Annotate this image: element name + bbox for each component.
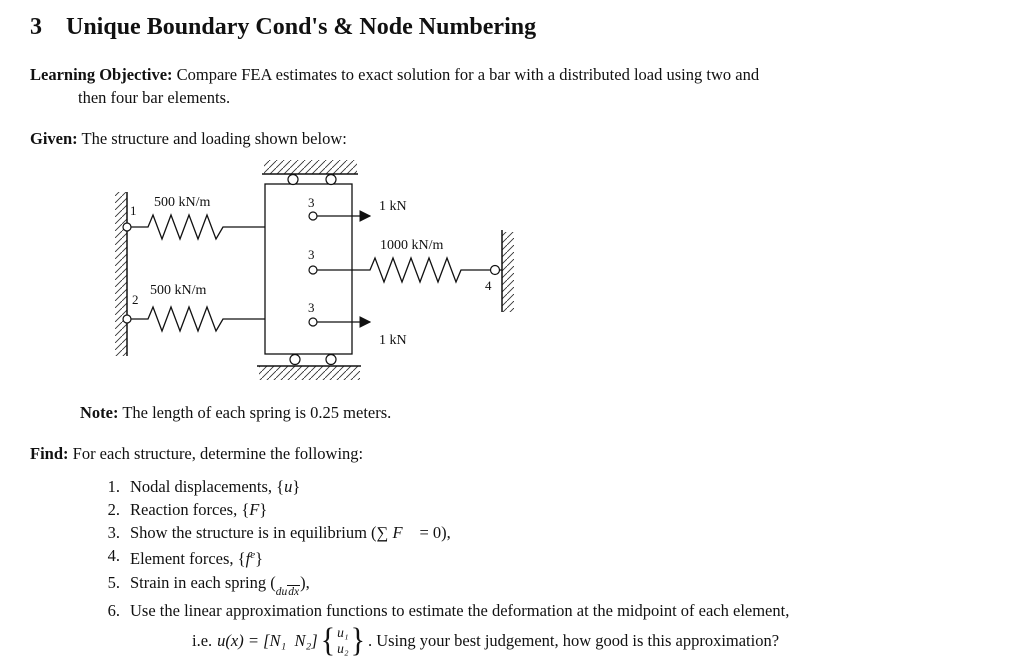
structure-figure: [108, 154, 538, 392]
given-text: The structure and loading shown below:: [81, 129, 347, 148]
item-text-post: ),: [300, 573, 310, 592]
learning-objective-text: Compare FEA estimates to exact solution for a bar with a distributed load using two and: [176, 65, 760, 84]
item-text-post: }: [292, 477, 301, 496]
node-3-bottom-label: 3: [308, 300, 315, 315]
item-text: [130, 544, 263, 570]
list-item-3: [92, 521, 1006, 544]
item-text: Use the linear approximation functions to estimate the deformation at the midpoint of each element,: [130, 601, 790, 621]
item-math: F: [249, 500, 260, 519]
right-brace: }: [350, 622, 365, 660]
find-label: Find:: [30, 444, 69, 463]
fraction-denominator: dx: [288, 586, 300, 598]
learning-objective-line2: then four bar elements.: [78, 88, 231, 107]
node-3-top-label: 3: [308, 195, 315, 210]
node-2-label: 2: [132, 292, 139, 307]
node-4: [491, 266, 500, 275]
node-3-mid-label: 3: [308, 247, 315, 262]
displacement-vector: [321, 624, 365, 658]
learning-objective-label: Learning Objective:: [30, 65, 173, 84]
list-item-4: [92, 544, 1006, 570]
left-brace: {: [320, 622, 336, 660]
list-item-2: [92, 498, 1006, 521]
roller-top-right: [326, 175, 336, 185]
item-number: 4.: [107, 546, 120, 565]
force-bottom-label: 1 kN: [379, 333, 407, 348]
find-statement: [30, 442, 1006, 465]
vector-entry-u1: u₁: [337, 625, 349, 641]
right-wall: [502, 230, 514, 312]
note-statement: [80, 401, 1006, 424]
item-text: [130, 521, 451, 544]
item-number: 2.: [107, 500, 120, 519]
node-3-bottom: [309, 318, 317, 326]
item-text-pre: Strain in each spring (: [130, 573, 276, 592]
spring-element-2: [131, 307, 265, 331]
section-title: Unique Boundary Cond's & Node Numbering: [66, 14, 537, 40]
item-text-pre: Show the structure is in equilibrium (∑: [130, 523, 393, 542]
note-label: Note:: [80, 403, 119, 422]
node-2: [123, 315, 131, 323]
item-math: f: [245, 549, 251, 568]
item-text-post: . Using your best judgement, how good is this approximation?: [367, 631, 780, 651]
node-3-mid: [309, 266, 317, 274]
section-number: 3: [30, 14, 42, 40]
item-superscript: e: [250, 549, 256, 561]
roller-top-left: [288, 175, 298, 185]
item-text: [130, 475, 300, 498]
item-text: [130, 498, 267, 521]
section-heading: [30, 14, 1006, 41]
roller-bottom-right: [326, 355, 336, 365]
vector-entry-u2: u₂: [337, 641, 349, 657]
left-wall: [115, 192, 127, 356]
spring-3-label: 1000 kN/m: [380, 238, 444, 253]
item-fraction: [276, 586, 300, 599]
list-item-6: [92, 599, 1006, 622]
fraction-numerator: du: [275, 586, 288, 598]
figure-container: [108, 154, 1006, 397]
vector-column: [335, 625, 350, 657]
item-text-post: }: [259, 500, 268, 519]
item-text: [130, 570, 310, 599]
shape-function-equation: u(x) = [N₁ N₂]: [217, 631, 318, 651]
ceiling-support: [262, 160, 358, 174]
force-top-label: 1 kN: [379, 199, 407, 214]
item-text-post: = 0),: [415, 523, 451, 542]
item-math: u: [284, 477, 293, 496]
list-item-6-equation-line: [192, 624, 1006, 658]
node-1-label: 1: [130, 203, 137, 218]
item-number: 5.: [107, 573, 120, 592]
item-number: 3.: [107, 523, 120, 542]
spring-1-label: 500 kN/m: [154, 195, 211, 210]
ground-support: [257, 366, 361, 380]
given-statement: [30, 127, 1006, 150]
find-list: [92, 475, 1006, 658]
node-3-top: [309, 212, 317, 220]
node-4-label: 4: [485, 278, 492, 293]
given-label: Given:: [30, 129, 78, 148]
item-text-post: }: [255, 549, 263, 568]
spring-2-label: 500 kN/m: [150, 283, 207, 298]
learning-objective: [30, 63, 1006, 109]
item-math: F⃗: [392, 523, 416, 542]
spring-element-1: [131, 215, 265, 239]
node-1: [123, 223, 131, 231]
item-number: 1.: [107, 477, 120, 496]
roller-bottom-left: [290, 355, 300, 365]
list-item-5: [92, 570, 1006, 599]
item-number: 6.: [107, 601, 120, 621]
item-text-pre: Reaction forces, {: [130, 500, 250, 519]
item-text-pre: Element forces, {: [130, 549, 246, 568]
ie-text: i.e.: [192, 631, 213, 651]
find-text: For each structure, determine the following:: [72, 444, 364, 463]
note-text: The length of each spring is 0.25 meters.: [122, 403, 392, 422]
item-text-pre: Nodal displacements, {: [130, 477, 285, 496]
list-item-1: [92, 475, 1006, 498]
learning-objective-line1: [30, 63, 1006, 86]
